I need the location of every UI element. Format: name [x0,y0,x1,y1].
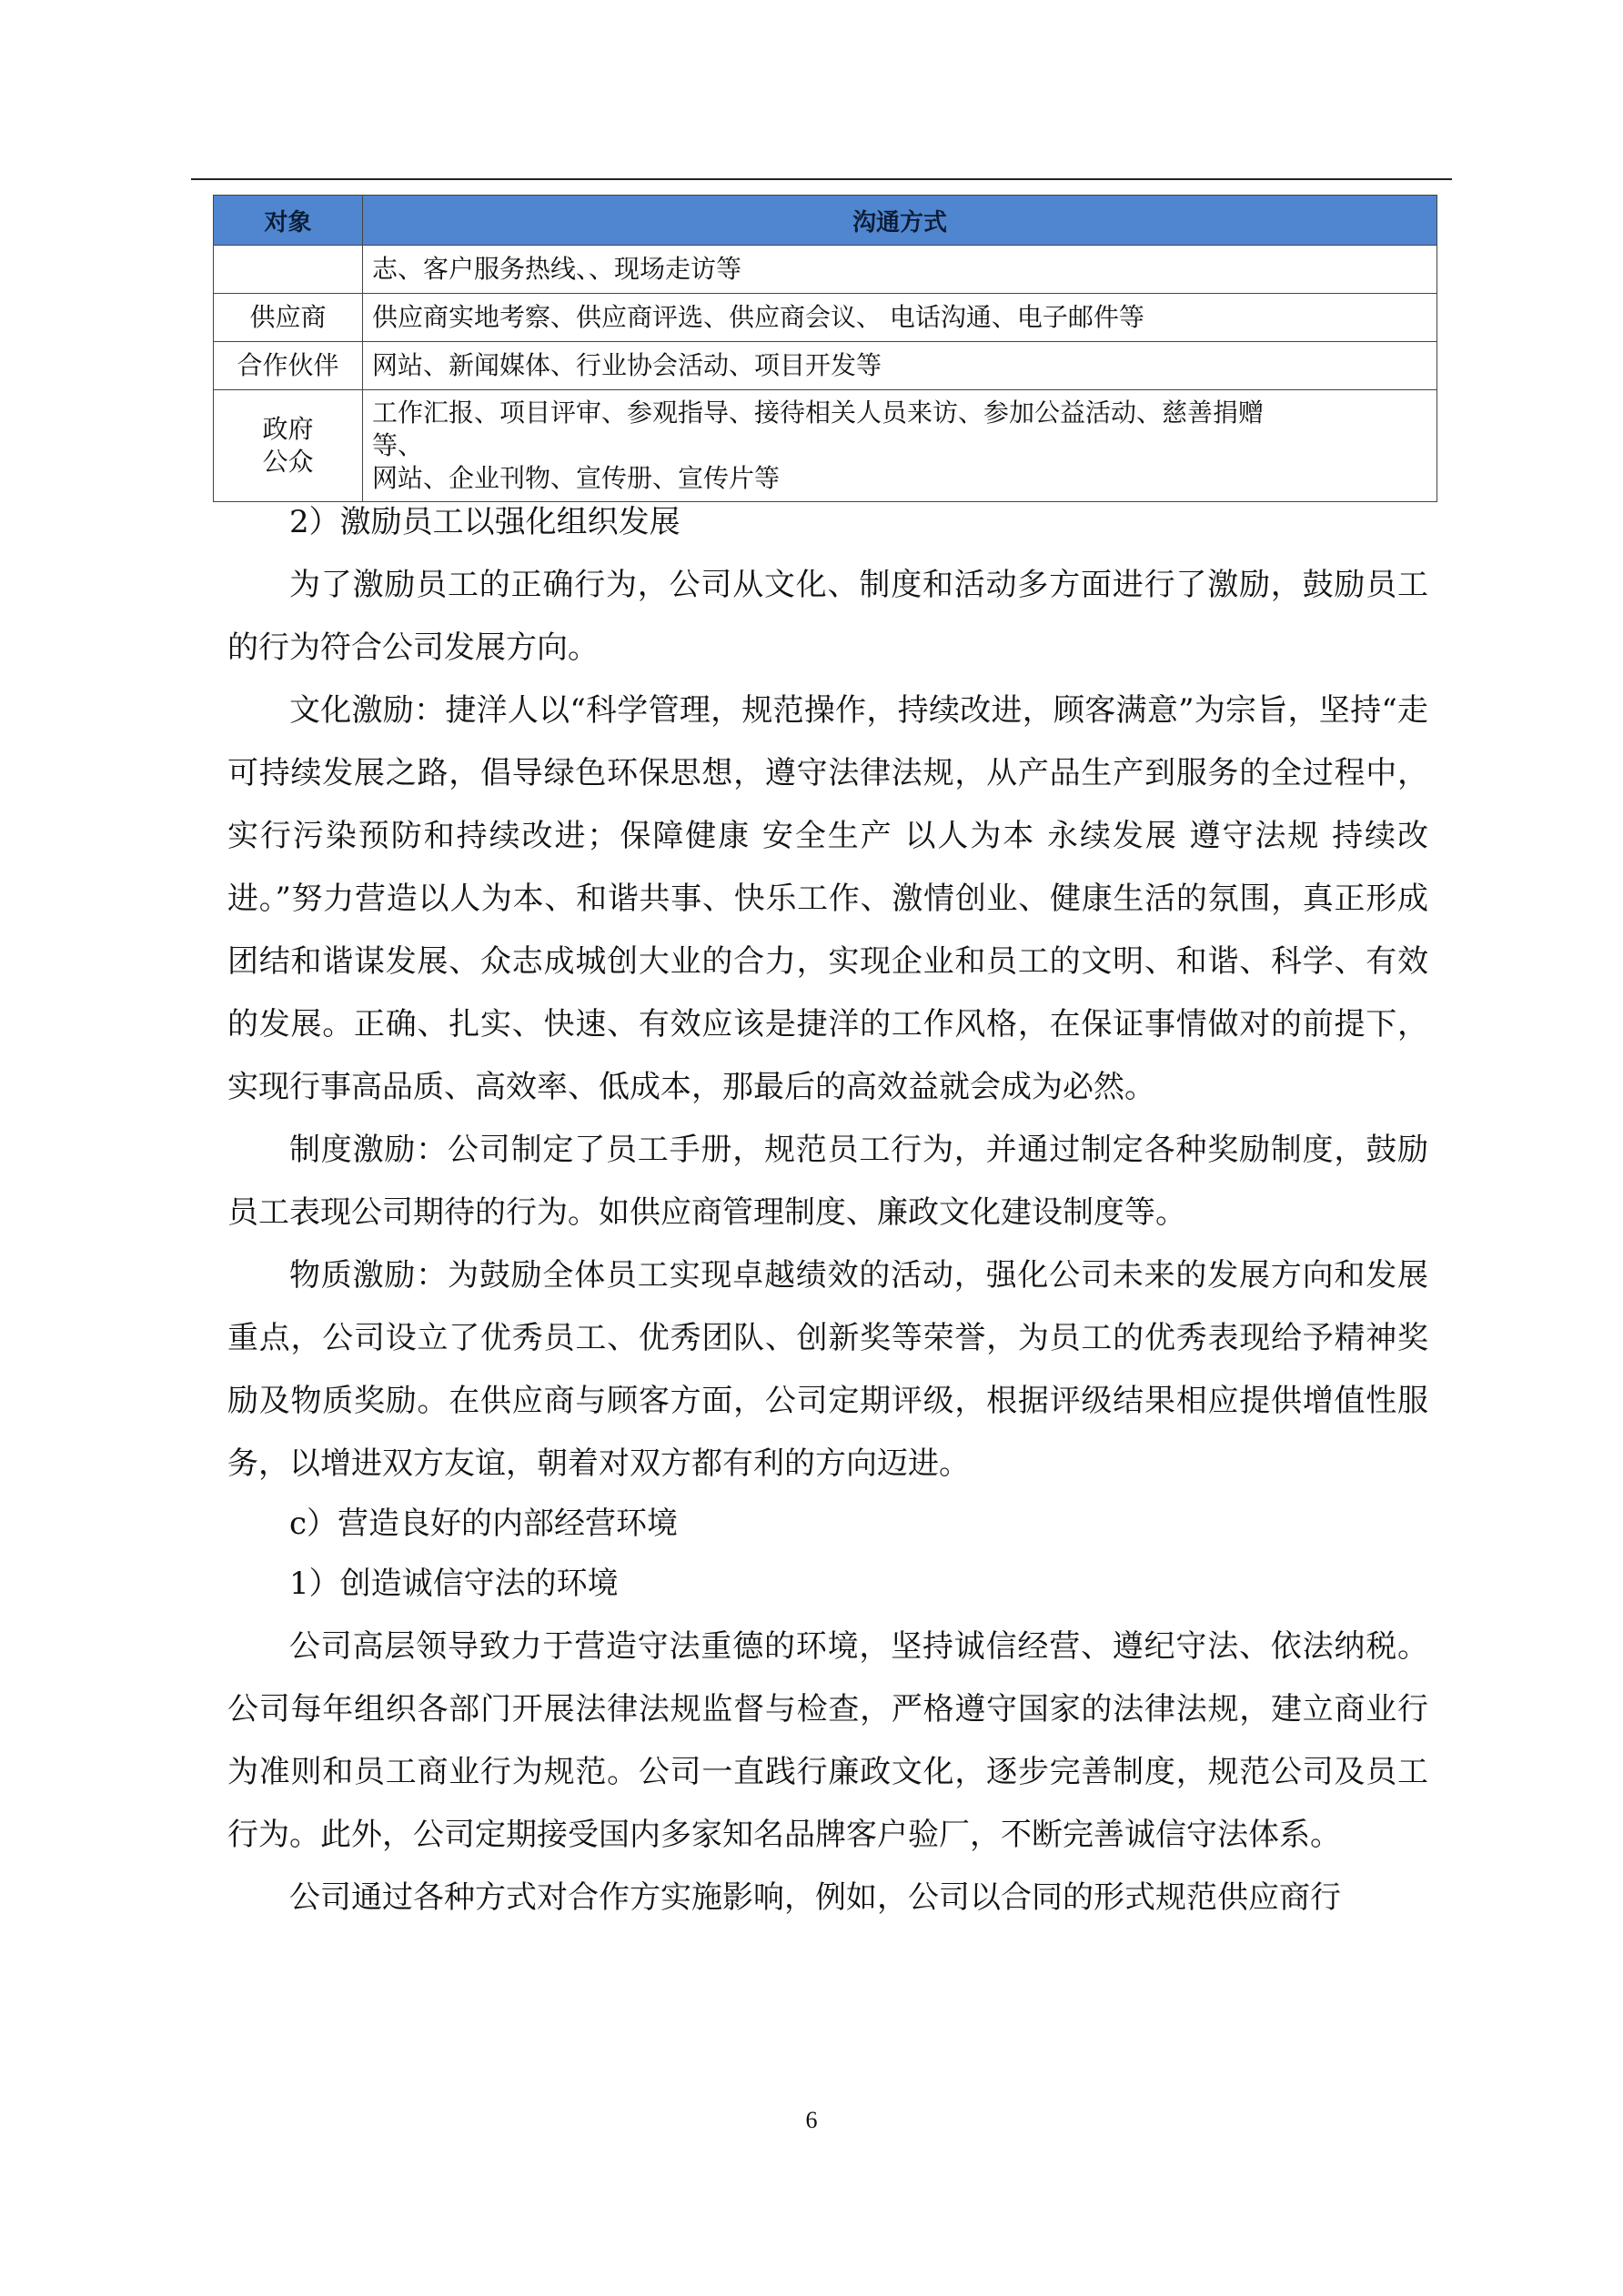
paragraph: 制度激励：公司制定了员工手册，规范员工行为，并通过制定各种奖励制度，鼓励员工表现公司期待的行为。如供应商管理制度、廉政文化建设制度等。 [227,1132,1428,1231]
method-line: 网站、企业刊物、宣传册、宣传片等 [372,463,781,493]
object-cell: 政府 公众 [214,390,363,502]
column-header-object: 对象 [214,196,363,246]
section-heading: c）营造良好的内部经营环境 [289,1505,679,1542]
paragraph: 物质激励：为鼓励全体员工实现卓越绩效的活动，强化公司未来的发展方向和发展重点，公司设立了优秀员工、优秀团队、创新奖等荣誉，为员工的优秀表现给予精神奖励及物质奖励。在供应商与顾客方面，公司定期评级，根据评级结果相应提供增值性服务，以增进双方友谊，朝着对双方都有利的方向迈进。 [227,1257,1428,1482]
section-heading: 1）创造诚信守法的环境 [289,1566,619,1602]
paragraph: 公司通过各种方式对合作方实施影响，例如，公司以合同的形式规范供应商行 [289,1879,1341,1916]
header-rule [191,178,1452,180]
paragraph: 公司高层领导致力于营造守法重德的环境，坚持诚信经营、遵纪守法、依法纳税。公司每年组织各部门开展法律法规监督与检查，严格遵守国家的法律法规，建立商业行为准则和员工商业行为规范。公司一直践行廉政文化，逐步完善制度，规范公司及员工行为。此外，公司定期接受国内多家知名品牌客户验厂，不断完善诚信守法体系。 [227,1628,1428,1853]
section-heading: 2）激励员工以强化组织发展 [289,504,680,540]
object-cell [214,246,363,294]
method-cell [363,390,1437,502]
table-row [214,342,1437,390]
communication-table [213,195,1437,502]
method-cell [363,246,1437,294]
method-line: 工作汇报、项目评审、参观指导、接待相关人员来访、参加公益活动、慈善捐赠 [372,398,1265,428]
method-line: 志、客户服务热线、、现场走访等 [372,254,742,284]
object-cell: 供应商 [214,294,363,342]
method-cell [363,294,1437,342]
table-row [214,246,1437,294]
method-cell [363,342,1437,390]
paragraph: 文化激励：捷洋人以“科学管理，规范操作，持续改进，顾客满意”为宗旨，坚持“走可持续发展之路，倡导绿色环保思想，遵守法律法规，从产品生产到服务的全过程中，实行污染预防和持续改进；保障健康 安全生产 以人为本 永续发展 遵守法规 持续改进。”努力营造以人为本、和谐共事、快乐工作、激情创业、健康生活的氛围，真正形成团结和谐谋发展、众志成城创大业的合力，实现企业和员工的文明、和谐、科学、有效的发展。正确、扎实、快速、有效应该是捷洋的工作风格，在保证事情做对的前提下，实现行事高品质、高效率、低成本，那最后的高效益就会成为必然。 [227,692,1428,1105]
paragraph: 为了激励员工的正确行为，公司从文化、制度和活动多方面进行了激励，鼓励员工的行为符合公司发展方向。 [227,567,1428,666]
table-row [214,294,1437,342]
method-line: 供应商实地考察、供应商评选、供应商会议、 电话沟通、电子邮件等 [372,302,1144,332]
table-header-row [214,196,1437,246]
body-text [227,494,1428,1929]
page-number: 6 [805,2107,818,2133]
table-row [214,390,1437,502]
method-line: 网站、新闻媒体、行业协会活动、项目开发等 [372,350,882,380]
method-line: 等、 [372,430,424,460]
object-cell: 合作伙伴 [214,342,363,390]
column-header-method: 沟通方式 [363,196,1437,246]
